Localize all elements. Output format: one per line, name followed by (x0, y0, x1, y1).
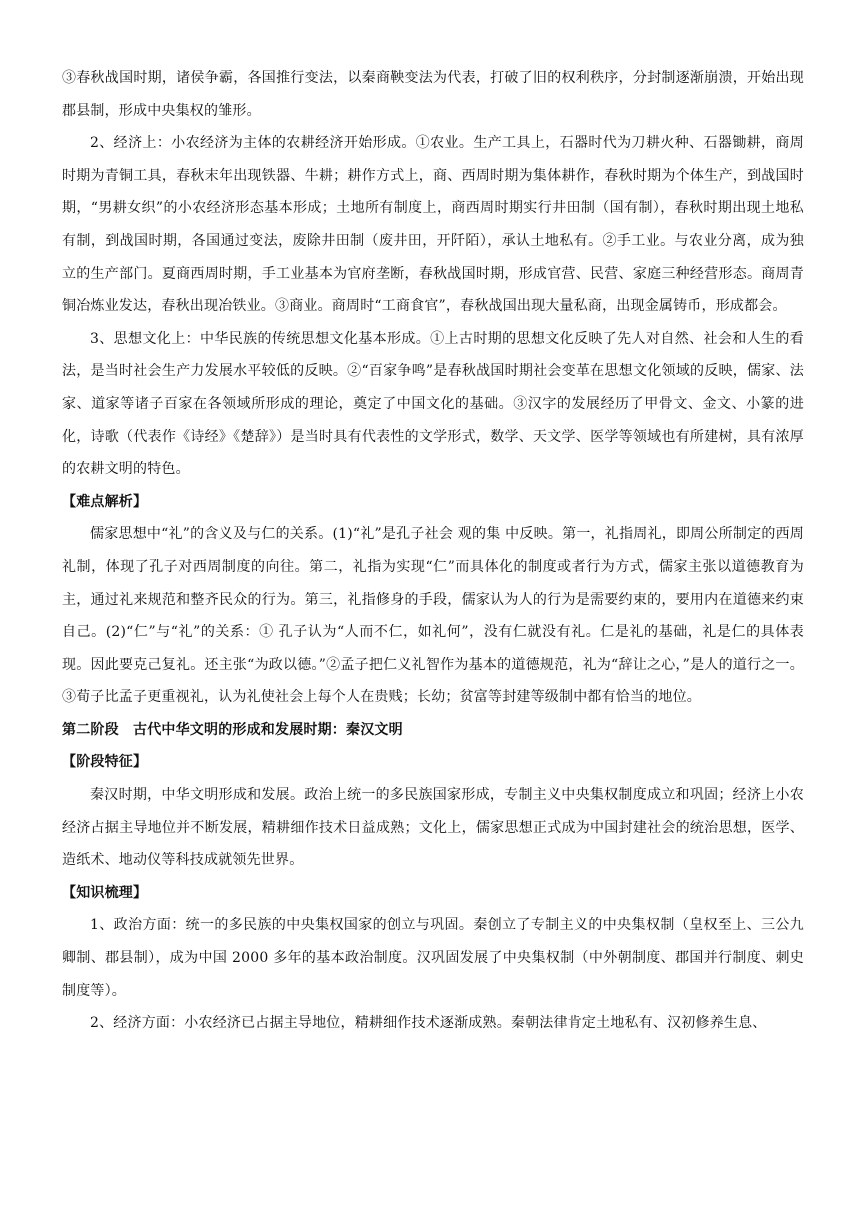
heading-knowledge: 【知识梳理】 (62, 884, 148, 901)
paragraph-culture: 3、思想文化上：中华民族的传统思想文化基本形成。①上古时期的思想文化反映了先人对自然、社会和人生的看法，是当时社会生产力发展水平较低的反映。②“百家争鸣”是春秋战国时期社会变革在思想文化领域的反映，儒家、法家、道家等诸子百家在各领域所形成的理论，奠定了中国文化的基础。③汉字的发展经历了甲骨文、金文、小篆的进化，诗歌（代表作《诗经》《楚辞》）是当时具有代表性的文学形式，数学、天文学、医学等领域也有所建树，具有浓厚的农耕文明的特色。 (62, 330, 804, 478)
paragraph-politics: 1、政治方面：统一的多民族的中央集权国家的创立与巩固。秦创立了专制主义的中央集权制（皇权至上、三公九卿制、郡县制），成为中国 2000 多年的基本政治制度。汉巩固发展了中央集权制（中外朝制度、郡国并行制度、刺史制度等）。 (62, 917, 804, 999)
paragraph-economy: 2、经济上：小农经济为主体的农耕经济开始形成。①农业。生产工具上，石器时代为刀耕火种、石器锄耕，商周时期为青铜工具，春秋末年出现铁器、牛耕；耕作方式上，商、西周时期为集体耕作，春秋时期为个体生产，到战国时期，“男耕女织”的小农经济形态基本形成；土地所有制度上，商西周时期实行井田制（国有制），春秋时期出现土地私有制，到战国时期，各国通过变法，废除井田制（废井田，开阡陌），承认土地私有。②手工业。与农业分离，成为独立的生产部门。夏商西周时期，手工业基本为官府垄断，春秋战国时期，形成官营、民营、家庭三种经营形态。商周青铜冶炼业发达，春秋出现冶铁业。③商业。商周时“工商食官”，春秋战国出现大量私商，出现金属铸币，形成都会。 (62, 135, 804, 315)
heading-stage-two: 第二阶段 古代中华文明的形成和发展时期：秦汉文明 (62, 721, 403, 738)
paragraph-li-ren: 儒家思想中“礼”的含义及与仁的关系。(1)“礼”是孔子社会 观的集 中反映。第一，礼指周礼，即周公所制定的西周礼制，体现了孔子对西周制度的向往。第二，礼指为实现“仁”而具体化的制度或者行为方式，儒家主张以道德教育为主，通过礼来规范和整齐民众的行为。第三，礼指修身的手段，儒家认为人的行为是需要约束的，要用内在道德来约束自己。(2)“仁”与“礼”的关系：① 孔子认为“人而不仁，如礼何”，没有仁就没有礼。仁是礼的基础，礼是仁的具体表现。因此要克己复礼。还主张“为政以德。”②孟子把仁义礼智作为基本的道德规范，礼为“辞让之心，”是人的道行之一。③荀子比孟子更重视礼，认为礼使社会上每个人在贵贱；长幼；贫富等封建等级制中都有恰当的地位。 (62, 526, 804, 706)
heading-stage-features: 【阶段特征】 (62, 754, 148, 771)
paragraph-economy-2: 2、经济方面：小农经济已占据主导地位，精耕细作技术逐渐成熟。秦朝法律肯定土地私有、汉初修养生息、 (90, 1015, 767, 1032)
paragraph-1: ③春秋战国时期，诸侯争霸，各国推行变法，以秦商鞅变法为代表，打破了旧的权利秩序，分封制逐渐崩溃，开始出现郡县制，形成中央集权的雏形。 (62, 70, 804, 119)
paragraph-qin-han: 秦汉时期，中华文明形成和发展。政治上统一的多民族国家形成，专制主义中央集权制度成立和巩固；经济上小农经济占据主导地位并不断发展，精耕细作技术日益成熟；文化上，儒家思想正式成为中国封建社会的统治思想，医学、造纸术、地动仪等科技成就领先世界。 (62, 787, 804, 869)
heading-difficulty: 【难点解析】 (62, 493, 148, 510)
